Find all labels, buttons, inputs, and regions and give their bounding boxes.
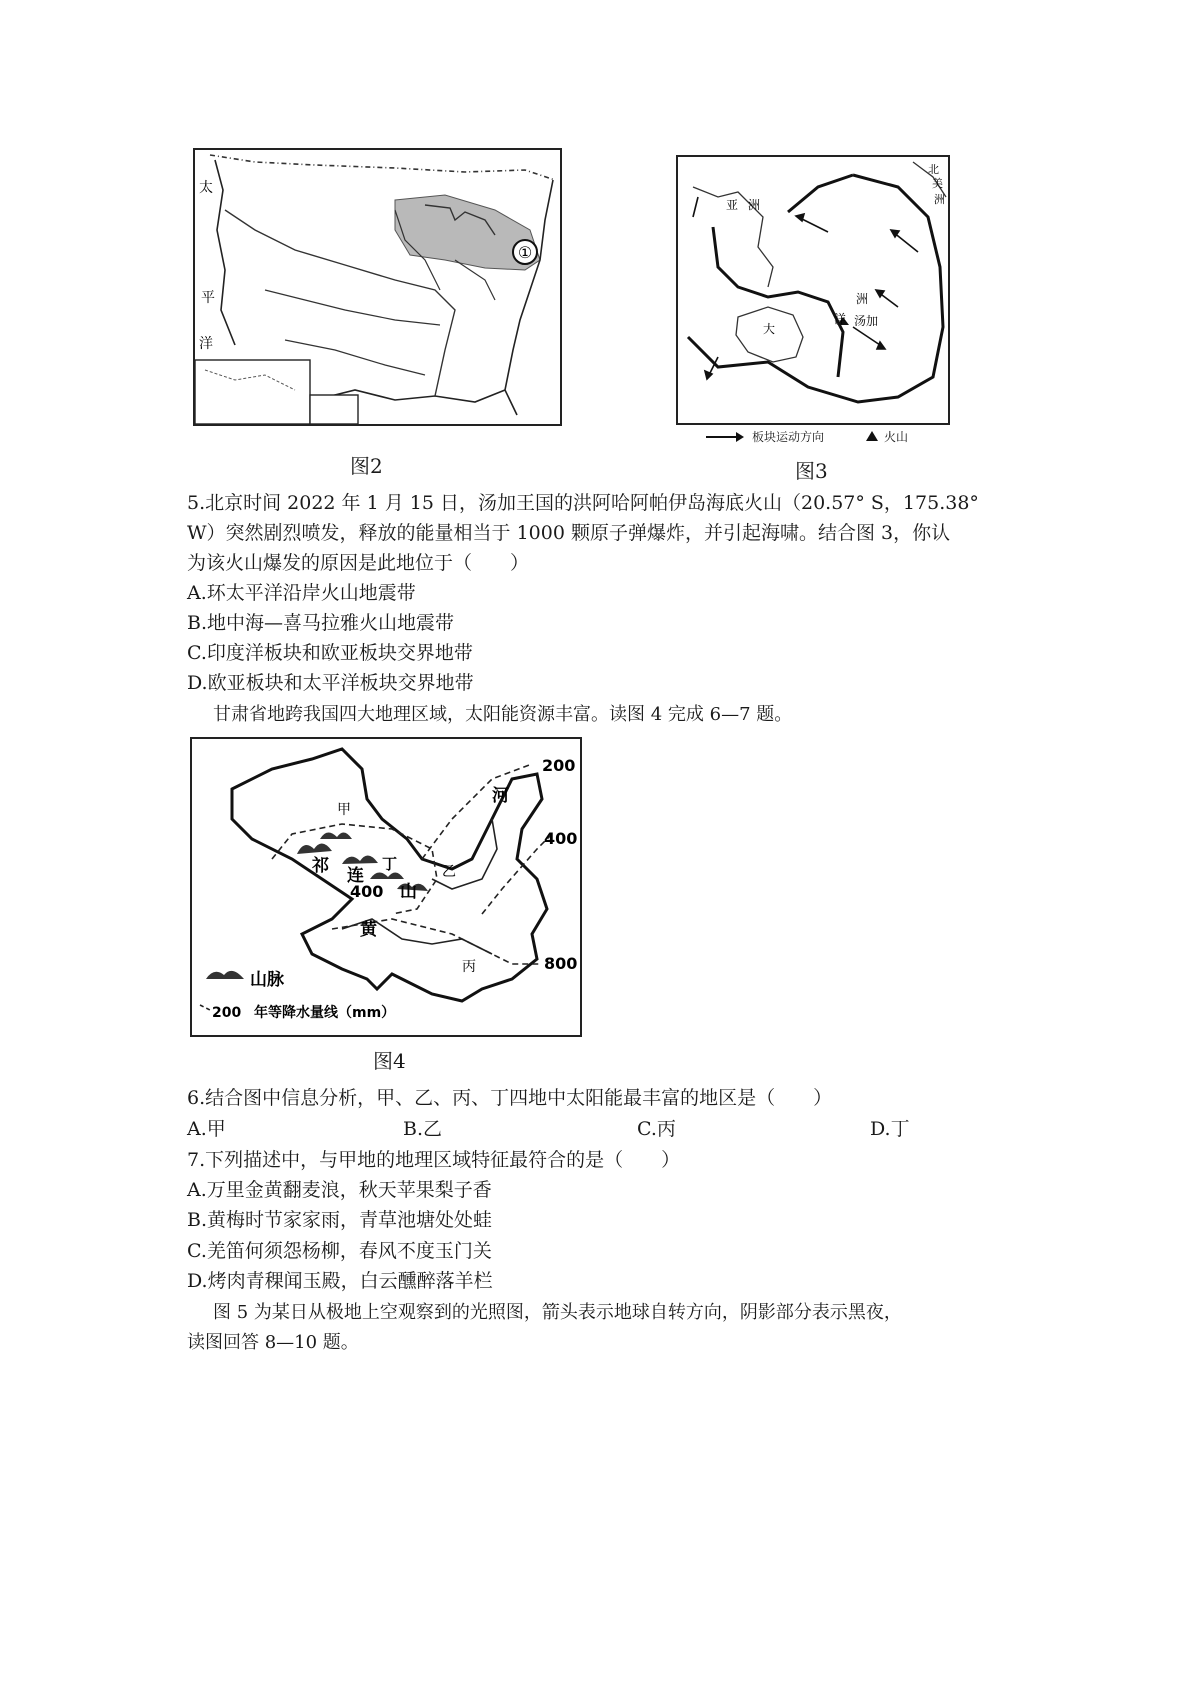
legend-isohyet-value: 200: [212, 1005, 242, 1021]
label-yang: 洋: [834, 312, 847, 326]
legend-isohyet-icon: [200, 1005, 212, 1011]
legend-isohyet-text: 年等降水量线（mm）: [254, 1005, 396, 1021]
q6-stem: 6.结合图中信息分析，甲、乙、丙、丁四地中太阳能最丰富的地区是（ ）: [187, 1087, 833, 1109]
label-isohyet-800: 800: [544, 954, 578, 973]
intro-questions-6-7: 甘肃省地跨我国四大地理区域，太阳能资源丰富。读图 4 完成 6—7 题。: [213, 704, 793, 725]
legend-volcano-icon: [866, 431, 878, 441]
intro-questions-8-10-line-2: 读图回答 8—10 题。: [187, 1332, 359, 1353]
label-huang: 黄: [360, 920, 377, 940]
figure-3-plate-map: [676, 155, 950, 425]
figure-3-legend: [706, 428, 946, 446]
q5-option-d: D.欧亚板块和太平洋板块交界地带: [187, 672, 474, 694]
q7-option-d: D.烤肉青稞闻玉殿，白云醺醉落羊栏: [187, 1270, 493, 1292]
label-isohyet-400: 400: [544, 829, 578, 848]
label-lian: 连: [347, 866, 364, 886]
q6-option-d: D.丁: [870, 1118, 910, 1140]
label-qi: 祁: [312, 856, 329, 876]
q5-stem-line-2: W）突然剧烈喷发，释放的能量相当于 1000 颗原子弹爆炸，并引起海啸。结合图 3，你认: [187, 522, 951, 544]
us-map-drawing: [195, 150, 560, 424]
gansu-map-drawing: [192, 739, 580, 1035]
label-yang: 洋: [199, 336, 213, 352]
label-ding: 丁: [382, 855, 398, 873]
label-yi: 乙: [442, 864, 456, 880]
label-tai: 太: [199, 180, 213, 196]
label-shan: 山: [400, 882, 417, 902]
label-asia-1: 亚: [726, 198, 739, 212]
label-tonga: 汤加: [854, 314, 879, 328]
figure-3-caption: 图3: [795, 459, 828, 483]
label-north-2: 美: [932, 177, 943, 190]
q7-option-a: A.万里金黄翻麦浪，秋天苹果梨子香: [187, 1179, 492, 1201]
q5-stem-line-3: 为该火山爆发的原因是此地位于（ ）: [187, 552, 530, 574]
q7-stem: 7.下列描述中，与甲地的地理区域特征最符合的是（ ）: [187, 1149, 681, 1171]
label-asia-2: 洲: [748, 198, 761, 212]
label-isohyet-400-inner: 400: [350, 882, 384, 901]
q7-option-c: C.羌笛何须怨杨柳，春风不度玉门关: [187, 1240, 492, 1262]
q6-option-a: A.甲: [187, 1118, 226, 1140]
intro-questions-8-10-line-1: 图 5 为某日从极地上空观察到的光照图，箭头表示地球自转方向，阴影部分表示黑夜，: [213, 1302, 902, 1323]
q6-option-b: B.乙: [403, 1118, 443, 1140]
q7-option-b: B.黄梅时节家家雨，青草池塘处处蛙: [187, 1209, 493, 1231]
legend-mountain-label: 山脉: [250, 970, 284, 990]
legend-arrow-label: 板块运动方向: [752, 430, 825, 444]
label-isohyet-200: 200: [542, 756, 576, 775]
marker-1-label: ①: [517, 243, 533, 262]
figure-2-us-map: [193, 148, 562, 426]
plate-map-drawing: [678, 157, 948, 423]
legend-arrow-head-icon: [736, 432, 744, 442]
legend-volcano-label: 火山: [884, 430, 909, 444]
label-tai: 大: [763, 322, 776, 336]
legend-mountain-icon: [206, 971, 244, 979]
label-north-1: 北: [928, 163, 939, 176]
label-bing: 丙: [462, 959, 476, 975]
q5-option-a: A.环太平洋沿岸火山地震带: [187, 582, 416, 604]
q5-option-b: B.地中海—喜马拉雅火山地震带: [187, 612, 455, 634]
figure-4-caption: 图4: [373, 1049, 406, 1073]
q6-option-c: C.丙: [637, 1118, 676, 1140]
label-jia: 甲: [337, 802, 351, 818]
figure-4-gansu-map: [190, 737, 582, 1037]
q5-option-c: C.印度洋板块和欧亚板块交界地带: [187, 642, 473, 664]
label-he: 河: [492, 786, 509, 806]
label-north-3: 洲: [934, 193, 945, 206]
q5-stem-line-1: 5.北京时间 2022 年 1 月 15 日，汤加王国的洪阿哈阿帕伊岛海底火山（20.57° S，175.38°: [187, 492, 979, 514]
label-ping: 平: [201, 290, 215, 306]
label-zhou: 洲: [856, 292, 869, 306]
legend-arrow-icon: [706, 436, 740, 438]
figure-2-caption: 图2: [350, 454, 383, 478]
